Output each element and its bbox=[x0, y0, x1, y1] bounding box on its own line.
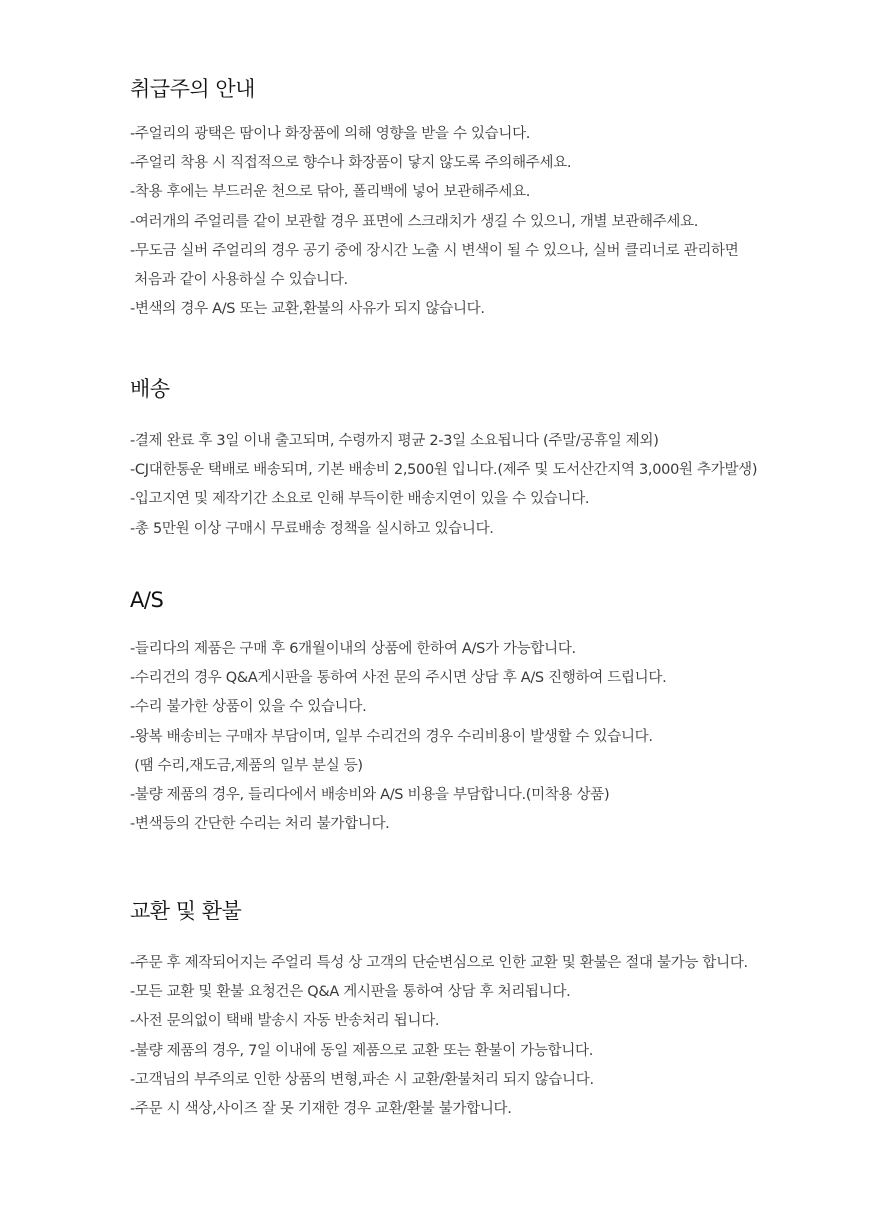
section-title-as: A/S bbox=[130, 588, 164, 612]
list-item: -주얼리 착용 시 직접적으로 향수나 화장품이 닿지 않도록 주의해주세요. bbox=[130, 155, 572, 172]
list-item: -주문 시 색상,사이즈 잘 못 기재한 경우 교환/환불 불가합니다. bbox=[130, 1100, 512, 1117]
list-item: -왕복 배송비는 구매자 부담이며, 일부 수리건의 경우 수리비용이 발생할 수 있습니다. bbox=[130, 728, 653, 745]
list-item: -고객님의 부주의로 인한 상품의 변형,파손 시 교환/환불처리 되지 않습니다. bbox=[130, 1071, 594, 1088]
list-item: -결제 완료 후 3일 이내 출고되며, 수령까지 평균 2-3일 소요됩니다 (주말/공휴일 제외) bbox=[130, 433, 659, 449]
section-care-notice bbox=[130, 74, 850, 324]
list-item: -불량 제품의 경우, 들리다에서 배송비와 A/S 비용을 부담합니다.(미착용 상품) bbox=[130, 786, 610, 803]
care-notice-list bbox=[130, 120, 850, 324]
list-item: -주얼리의 광택은 땀이나 화장품에 의해 영향을 받을 수 있습니다. bbox=[130, 126, 531, 142]
list-item: 처음과 같이 사용하실 수 있습니다. bbox=[130, 271, 348, 288]
list-item: -모든 교환 및 환불 요청건은 Q&A 게시판을 통하여 상담 후 처리됩니다. bbox=[130, 984, 571, 1001]
list-item: -사전 문의없이 택배 발송시 자동 반송처리 됩니다. bbox=[130, 1013, 440, 1030]
list-item: (땜 수리,재도금,제품의 일부 분실 등) bbox=[130, 757, 363, 774]
list-item: -변색의 경우 A/S 또는 교환,환불의 사유가 되지 않습니다. bbox=[130, 301, 485, 318]
list-item: -수리건의 경우 Q&A게시판을 통하여 사전 문의 주시면 상담 후 A/S 진행하여 드립니다. bbox=[130, 670, 667, 687]
section-title-exchange: 교환 및 환불 bbox=[130, 899, 242, 923]
list-item: -총 5만원 이상 구매시 무료배송 정책을 실시하고 있습니다. bbox=[130, 520, 494, 537]
list-item: -여러개의 주얼리를 같이 보관할 경우 표면에 스크래치가 생길 수 있으니, 개별 보관해주세요. bbox=[130, 213, 699, 230]
as-list bbox=[130, 635, 850, 839]
list-item: -주문 후 제작되어지는 주얼리 특성 상 고객의 단순변심으로 인한 교환 및 환불은 절대 불가능 합니다. bbox=[130, 955, 748, 971]
section-title-care: 취급주의 안내 bbox=[130, 77, 255, 101]
list-item: -CJ대한통운 택배로 배송되며, 기본 배송비 2,500원 입니다.(제주 및 도서산간지역 3,000원 추가발생) bbox=[130, 462, 758, 479]
list-item: -착용 후에는 부드러운 천으로 닦아, 폴리백에 넣어 보관해주세요. bbox=[130, 184, 531, 201]
list-item: -불량 제품의 경우, 7일 이내에 동일 제품으로 교환 또는 환불이 가능합니다. bbox=[130, 1042, 594, 1059]
section-exchange-refund bbox=[130, 896, 850, 1124]
list-item: -입고지연 및 제작기간 소요로 인해 부득이한 배송지연이 있을 수 있습니다. bbox=[130, 491, 590, 508]
section-after-service bbox=[130, 585, 850, 839]
list-item: -변색등의 간단한 수리는 처리 불가합니다. bbox=[130, 816, 390, 833]
shipping-list bbox=[130, 427, 850, 544]
section-shipping bbox=[130, 374, 850, 544]
list-item: -들리다의 제품은 구매 후 6개월이내의 상품에 한하여 A/S가 가능합니다. bbox=[130, 641, 576, 657]
list-item: -무도금 실버 주얼리의 경우 공기 중에 장시간 노출 시 변색이 될 수 있으나, 실버 클리너로 관리하면 bbox=[130, 242, 739, 259]
exchange-refund-list bbox=[130, 949, 850, 1124]
section-title-shipping: 배송 bbox=[130, 377, 170, 401]
list-item: -수리 불가한 상품이 있을 수 있습니다. bbox=[130, 699, 367, 716]
